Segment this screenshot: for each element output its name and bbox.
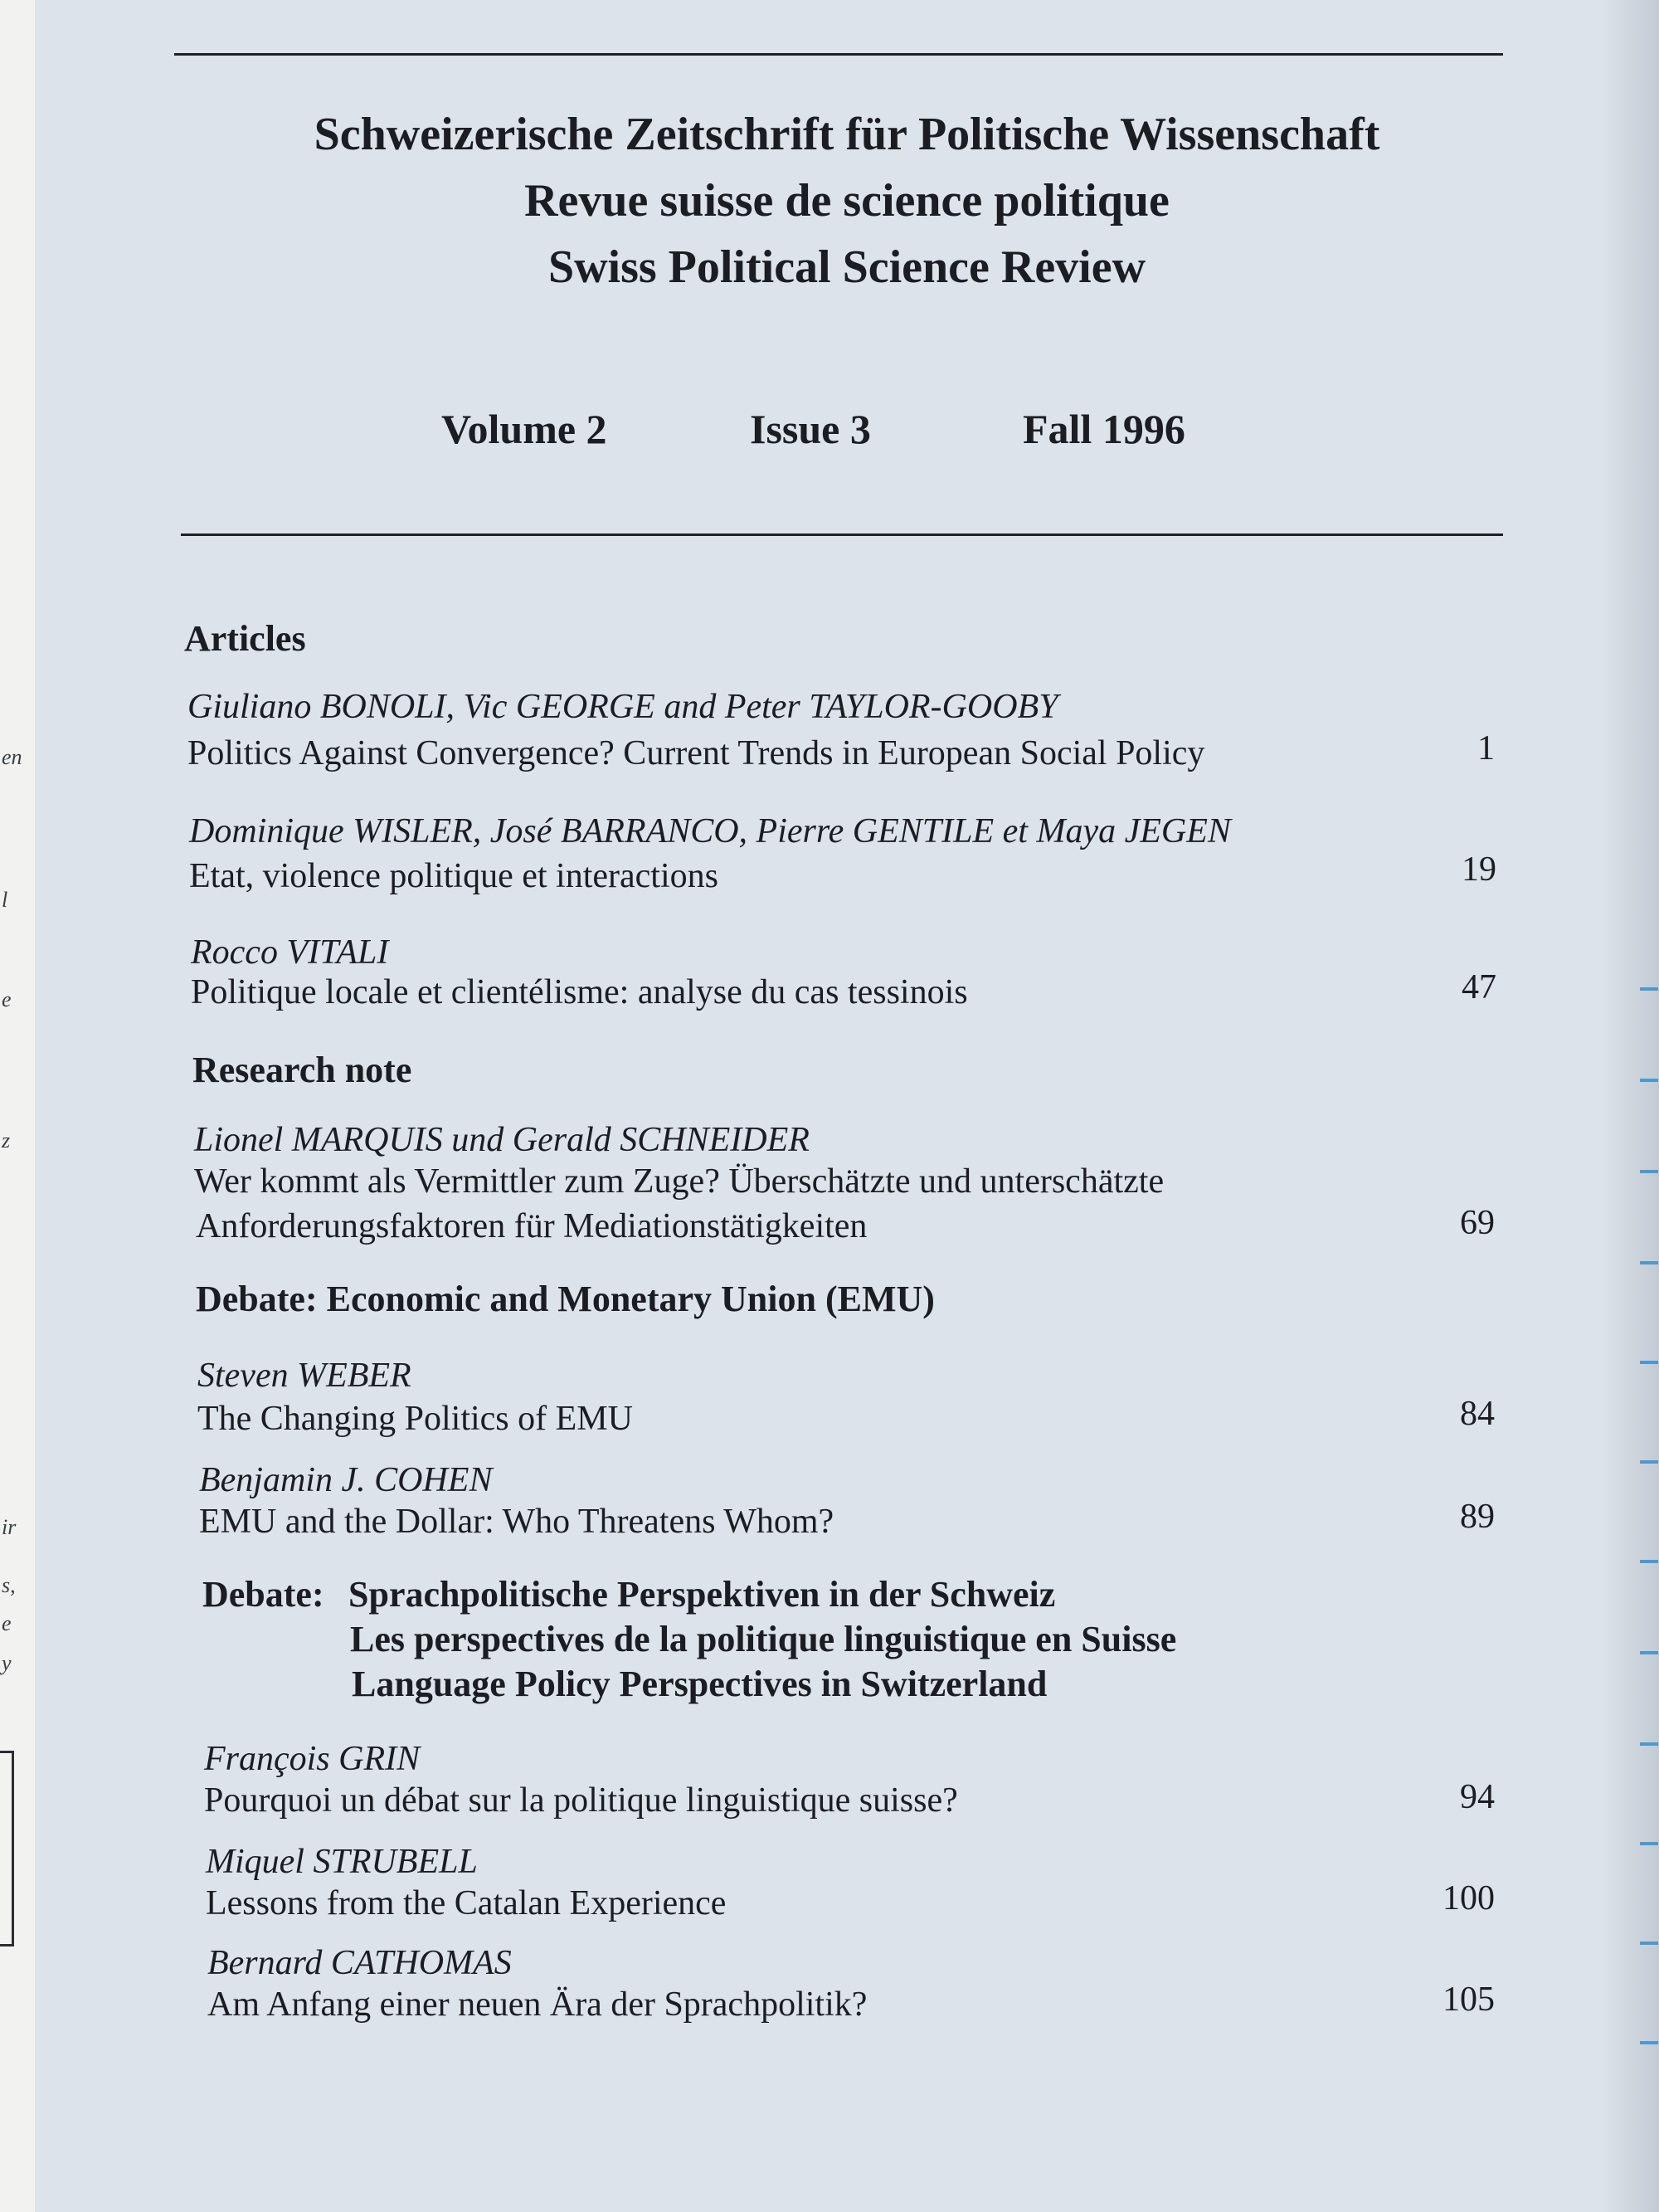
entry-title: Politique locale et clientélisme: analyse du cas tessinois: [191, 973, 968, 1011]
entry-title: Am Anfang einer neuen Ära der Sprachpolitik?: [207, 1985, 868, 2024]
season-label: Fall 1996: [1023, 406, 1185, 452]
edge-mark: [1640, 1942, 1658, 1945]
entry-page-number: 69: [1460, 1204, 1495, 1242]
entry-page-number: 47: [1462, 968, 1496, 1006]
entry-title: Pourquoi un débat sur la politique linguistique suisse?: [204, 1781, 958, 1820]
edge-mark: [1640, 1560, 1658, 1563]
entry-authors: Steven WEBER: [197, 1357, 411, 1395]
entry-title: Etat, violence politique et interactions: [189, 857, 718, 895]
entry-authors: François GRIN: [204, 1740, 421, 1778]
edge-mark: [1640, 1460, 1658, 1464]
edge-mark: [1640, 987, 1658, 991]
edge-mark: [1640, 2041, 1658, 2044]
margin-box: [0, 1751, 14, 1946]
entry-page-number: 84: [1460, 1395, 1495, 1433]
journal-title: [35, 101, 1659, 300]
edge-mark: [1640, 1261, 1658, 1264]
margin-fragment: l: [2, 888, 8, 912]
volume-label: Volume 2: [441, 406, 607, 452]
entry-title-continued: Anforderungsfaktoren für Mediationstätigkeiten: [196, 1207, 868, 1245]
journal-title-french: Revue suisse de science politique: [524, 175, 1170, 227]
entry-page-number: 1: [1477, 729, 1495, 767]
margin-fragment: ir: [2, 1515, 17, 1539]
entry-title: EMU and the Dollar: Who Threatens Whom?: [199, 1503, 834, 1541]
entry-authors: Giuliano BONOLI, Vic GEORGE and Peter TAYLOR-GOOBY: [187, 688, 1058, 726]
debate-heading-english: Language Policy Perspectives in Switzerland: [352, 1664, 1048, 1704]
margin-fragment: s,: [2, 1573, 16, 1597]
debate-heading-french: Les perspectives de la politique linguistique en Suisse: [350, 1619, 1177, 1659]
entry-authors: Bernard CATHOMAS: [207, 1944, 512, 1982]
top-rule: [174, 53, 1503, 56]
section-heading-research-note: Research note: [192, 1050, 412, 1090]
entry-page-number: 100: [1443, 1879, 1495, 1917]
edge-mark: [1640, 1742, 1658, 1746]
entry-authors: Dominique WISLER, José BARRANCO, Pierre GENTILE et Maya JEGEN: [189, 812, 1231, 850]
adjacent-page-edge: [0, 0, 36, 2212]
debate-heading-german: Sprachpolitische Perspektiven in der Schweiz: [348, 1574, 1056, 1615]
margin-fragment: e: [2, 987, 12, 1011]
edge-mark: [1640, 1170, 1658, 1173]
contents-page: [35, 0, 1659, 2212]
margin-fragment: en: [2, 745, 22, 769]
edge-mark: [1640, 1079, 1658, 1082]
margin-fragment: z: [2, 1128, 11, 1152]
edge-mark: [1640, 1842, 1658, 1845]
issue-label: Issue 3: [750, 406, 871, 452]
header-rule: [181, 534, 1503, 536]
entry-authors: Lionel MARQUIS und Gerald SCHNEIDER: [194, 1121, 810, 1159]
journal-title-german: Schweizerische Zeitschrift für Politische Wissenschaft: [314, 109, 1380, 160]
entry-title: Politics Against Convergence? Current Trends in European Social Policy: [187, 734, 1205, 772]
section-heading-emu-debate: Debate: Economic and Monetary Union (EMU): [196, 1279, 935, 1319]
entry-authors: Rocco VITALI: [191, 933, 389, 972]
section-heading-articles: Articles: [184, 618, 306, 659]
entry-authors: Miquel STRUBELL: [206, 1843, 478, 1881]
margin-fragment: y: [2, 1651, 12, 1675]
gutter-shadow: [1601, 0, 1659, 2212]
edge-mark: [1640, 1361, 1658, 1364]
entry-page-number: 105: [1443, 1981, 1495, 2019]
debate-label: Debate:: [202, 1574, 324, 1615]
journal-title-english: Swiss Political Science Review: [547, 241, 1146, 293]
entry-title: The Changing Politics of EMU: [197, 1400, 633, 1438]
entry-title: Wer kommt als Vermittler zum Zuge? Überschätzte und unterschätzte: [194, 1162, 1165, 1201]
edge-mark: [1640, 1651, 1658, 1654]
margin-fragment: e: [2, 1611, 12, 1635]
entry-page-number: 94: [1460, 1778, 1495, 1816]
entry-title: Lessons from the Catalan Experience: [206, 1884, 727, 1922]
entry-page-number: 19: [1462, 850, 1496, 889]
entry-authors: Benjamin J. COHEN: [199, 1461, 493, 1499]
entry-page-number: 89: [1460, 1498, 1495, 1536]
